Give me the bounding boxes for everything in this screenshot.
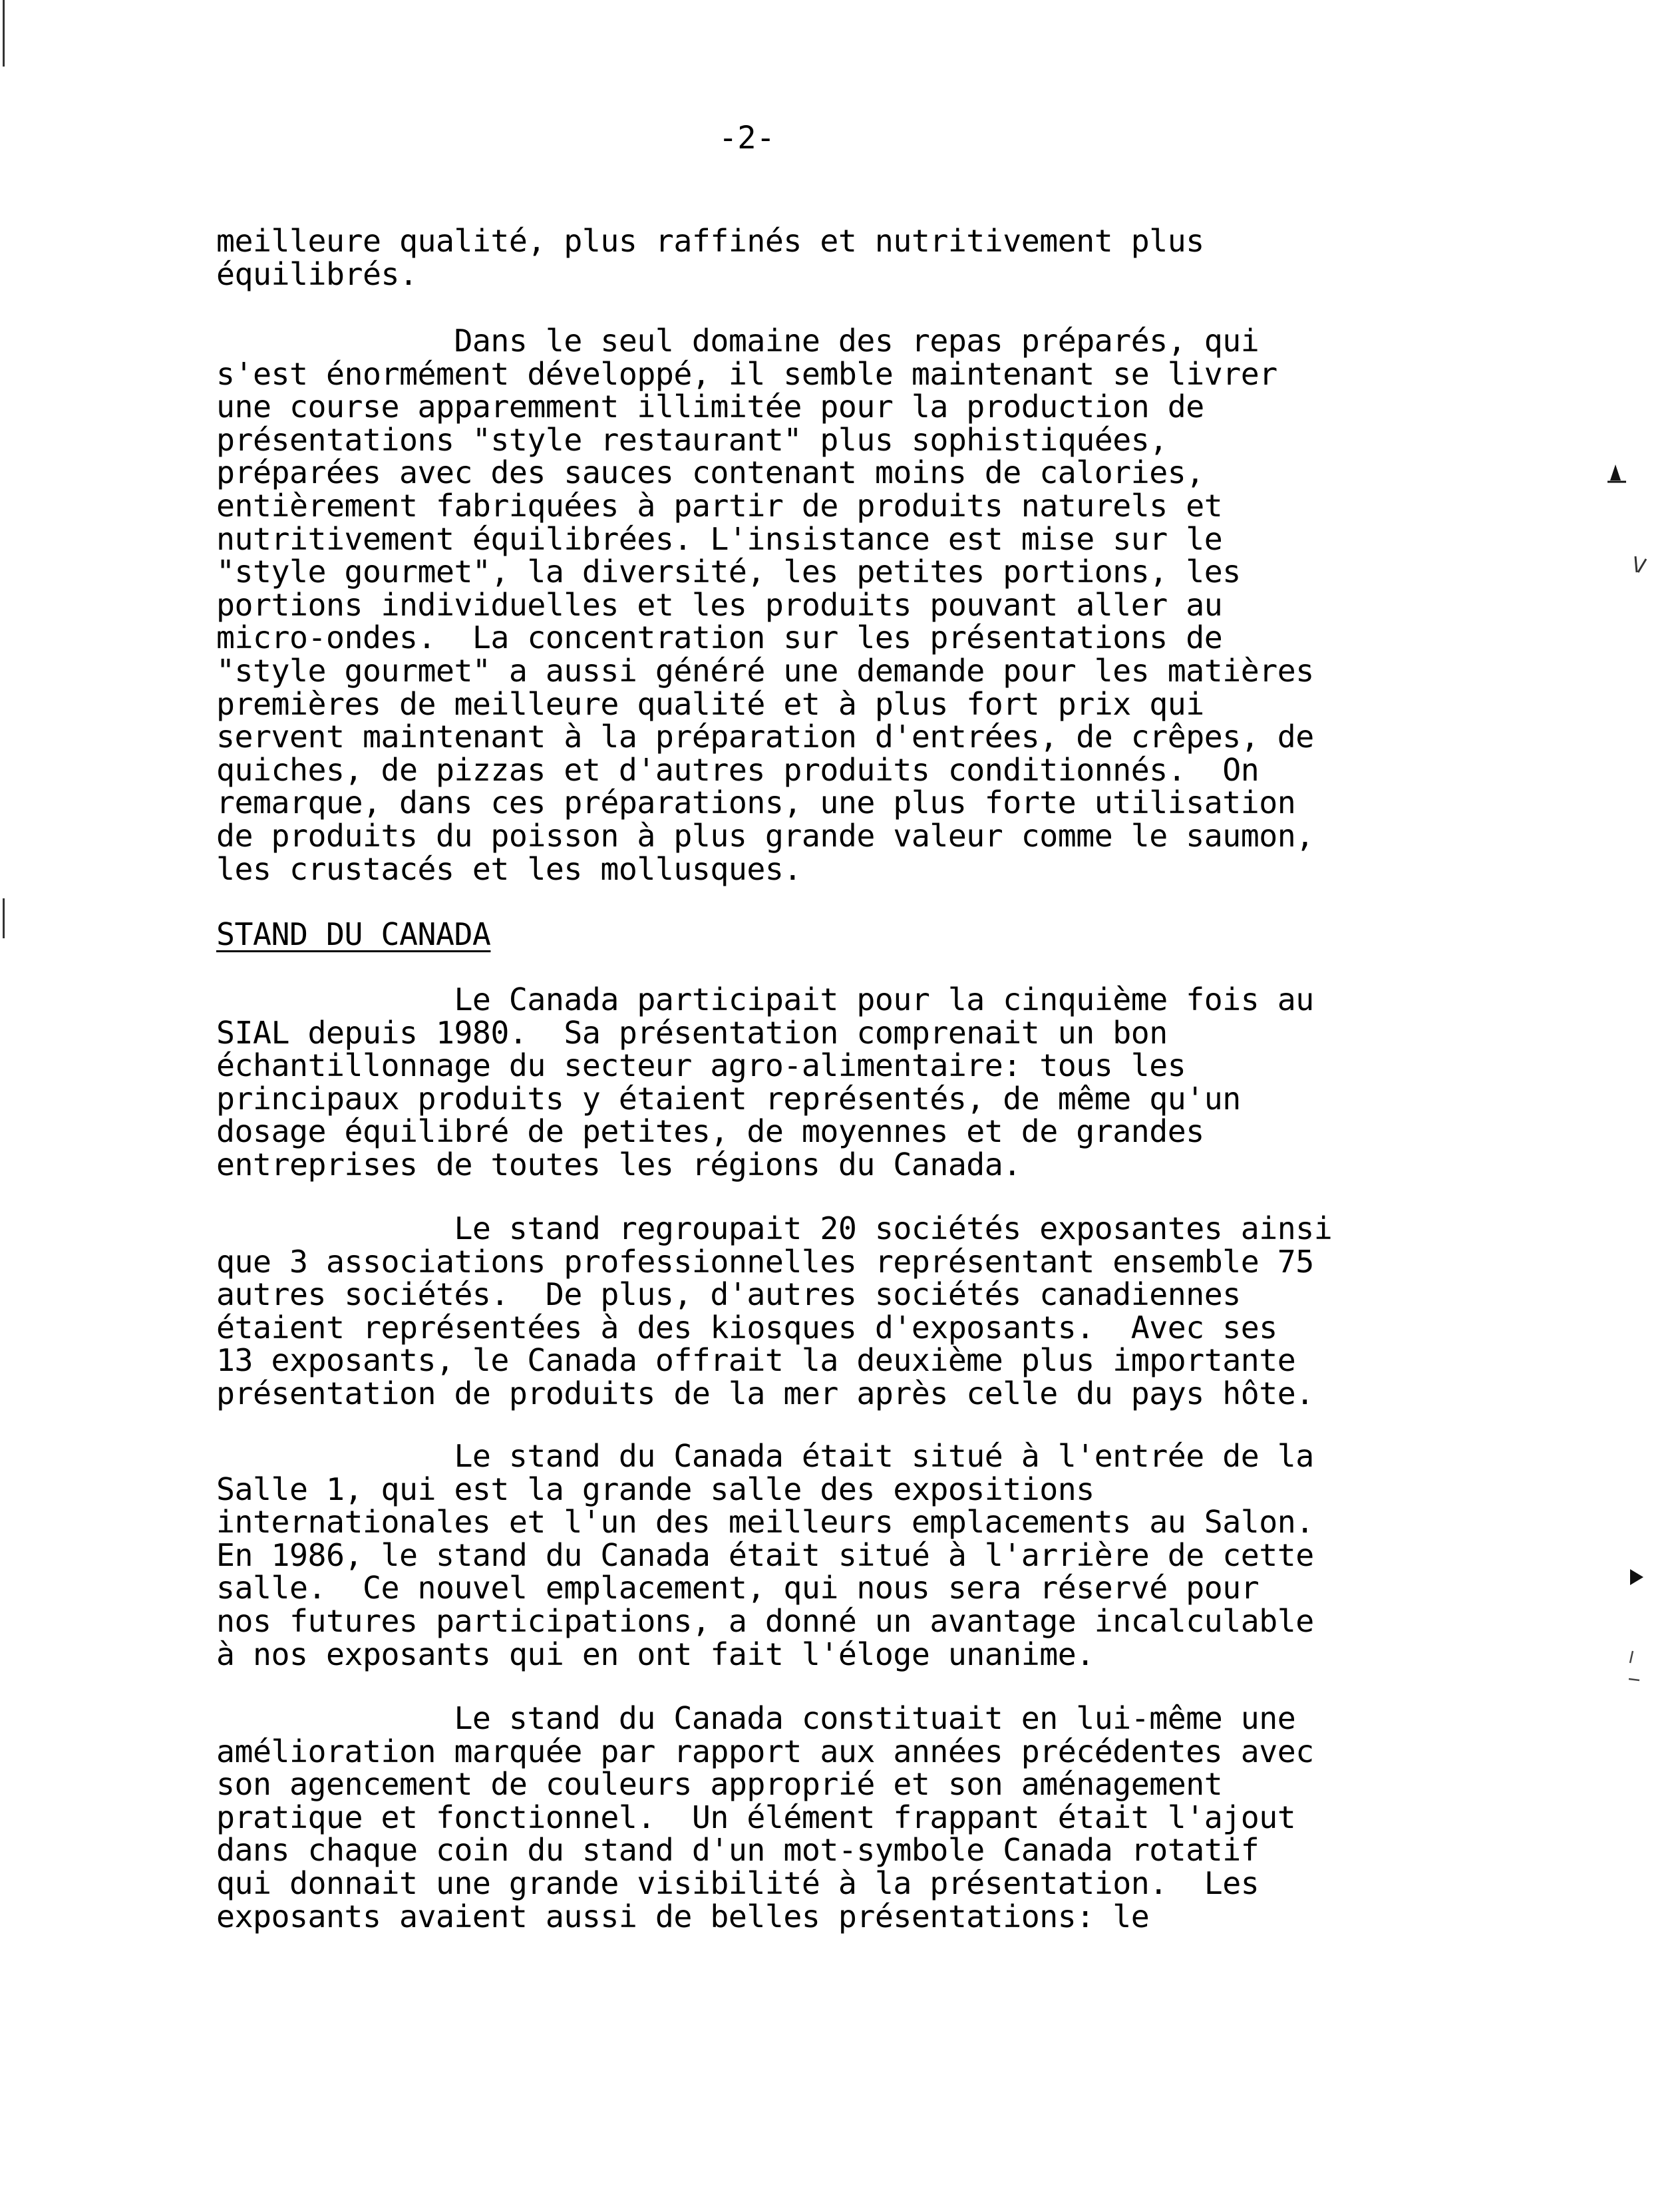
text-line: dans chaque coin du stand d'un mot-symbole Canada rotatif <box>216 1832 1260 1869</box>
text-line: préparées avec des sauces contenant moins de calories, <box>216 455 1204 491</box>
margin-mark-icon <box>1623 1564 1650 1590</box>
text-line: entreprises de toutes les régions du Canada. <box>216 1146 1021 1183</box>
paragraph-5 <box>216 1440 1467 1671</box>
text-line: nos futures participations, a donné un avantage incalculable <box>216 1602 1314 1639</box>
text-line: les crustacés et les mollusques. <box>216 850 802 887</box>
text-line: servent maintenant à la préparation d'entrées, de crêpes, de <box>216 719 1314 755</box>
text-line: Le stand du Canada était situé à l'entrée de la <box>216 1438 1314 1474</box>
text-line: portions individuelles et les produits pouvant aller au <box>216 586 1223 623</box>
scan-edge-mark <box>3 898 5 938</box>
section-heading: STAND DU CANADA <box>216 916 491 952</box>
text-line: En 1986, le stand du Canada était situé à l'arrière de cette <box>216 1537 1314 1573</box>
text-line: étaient représentées à des kiosques d'exposants. Avec ses <box>216 1309 1277 1346</box>
text-line: Le stand du Canada constituait en lui-même une <box>216 1700 1296 1736</box>
text-line: pratique et fonctionnel. Un élément frappant était l'ajout <box>216 1799 1296 1835</box>
text-line: nutritivement équilibrées. L'insistance est mise sur le <box>216 520 1223 557</box>
text-line: entièrement fabriquées à partir de produits naturels et <box>216 487 1223 524</box>
text-line: internationales et l'un des meilleurs emplacements au Salon. <box>216 1504 1314 1541</box>
text-line: son agencement de couleurs approprié et son aménagement <box>216 1766 1223 1803</box>
text-line: micro-ondes. La concentration sur les présentations de <box>216 620 1223 656</box>
page-number: -2- <box>719 120 775 156</box>
text-line: présentations "style restaurant" plus sophistiquées, <box>216 421 1168 458</box>
paragraph-3 <box>216 984 1467 1182</box>
margin-mark-icon <box>1603 459 1630 486</box>
text-line: remarque, dans ces préparations, une plus forte utilisation <box>216 785 1296 821</box>
text-line: échantillonnage du secteur agro-alimentaire: tous les <box>216 1047 1186 1084</box>
paragraph-6 <box>216 1702 1467 1933</box>
text-line: quiches, de pizzas et d'autres produits conditionnés. On <box>216 751 1260 788</box>
text-line: SIAL depuis 1980. Sa présentation comprenait un bon <box>216 1014 1168 1051</box>
text-line: meilleure qualité, plus raffinés et nutritivement plus <box>216 223 1204 259</box>
text-line: Salle 1, qui est la grande salle des expositions <box>216 1471 1094 1507</box>
text-line: Dans le seul domaine des repas préparés, qui <box>216 323 1260 359</box>
paragraph-1 <box>216 225 1467 291</box>
text-line: principaux produits y étaient représentés, de même qu'un <box>216 1080 1241 1117</box>
paragraph-4 <box>216 1212 1467 1411</box>
text-line: "style gourmet" a aussi généré une demande pour les matières <box>216 652 1314 689</box>
text-line: de produits du poisson à plus grande valeur comme le saumon, <box>216 817 1314 854</box>
text-line: une course apparemment illimitée pour la production de <box>216 389 1204 425</box>
paragraph-2 <box>216 325 1467 886</box>
text-line: salle. Ce nouvel emplacement, qui nous sera réservé pour <box>216 1570 1260 1606</box>
text-line: que 3 associations professionnelles représentant ensemble 75 <box>216 1243 1314 1280</box>
text-line: équilibrés. <box>216 256 418 292</box>
text-line: amélioration marquée par rapport aux années précédentes avec <box>216 1733 1314 1769</box>
text-line: Le stand regroupait 20 sociétés exposantes ainsi <box>216 1210 1333 1246</box>
text-line: autres sociétés. De plus, d'autres sociétés canadiennes <box>216 1276 1241 1313</box>
text-line: "style gourmet", la diversité, les petites portions, les <box>216 554 1241 590</box>
text-line: premières de meilleure qualité et à plus fort prix qui <box>216 685 1204 722</box>
text-line: 13 exposants, le Canada offrait la deuxième plus importante <box>216 1342 1296 1379</box>
margin-mark-icon <box>1630 552 1650 579</box>
text-line: exposants avaient aussi de belles présentations: le <box>216 1898 1150 1934</box>
text-line: qui donnait une grande visibilité à la présentation. Les <box>216 1865 1260 1901</box>
text-line: s'est énormément développé, il semble maintenant se livrer <box>216 355 1277 392</box>
text-line: Le Canada participait pour la cinquième fois au <box>216 982 1314 1017</box>
margin-mark-icon <box>1623 1647 1643 1687</box>
text-line: dosage équilibré de petites, de moyennes et de grandes <box>216 1113 1204 1150</box>
text-line: présentation de produits de la mer après celle du pays hôte. <box>216 1375 1314 1411</box>
scan-edge-mark <box>3 0 5 67</box>
text-line: à nos exposants qui en ont fait l'éloge unanime. <box>216 1636 1094 1672</box>
